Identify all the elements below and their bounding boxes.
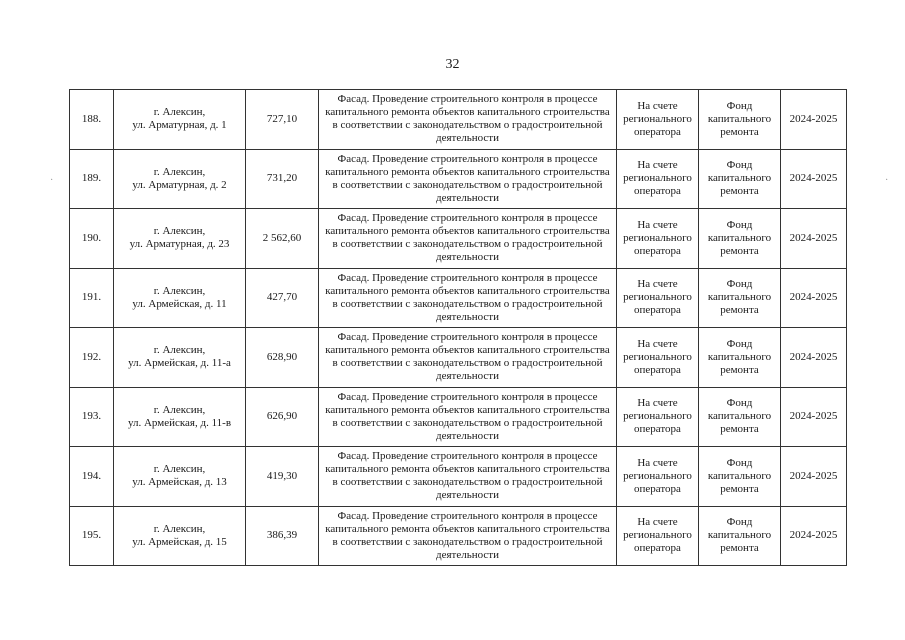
fund-fund-text: Фонд капитального ремонта bbox=[707, 99, 772, 138]
period-period-text: 2024-2025 bbox=[789, 529, 838, 542]
row-number-num-text: 188. bbox=[81, 112, 102, 125]
work-description-cell bbox=[319, 90, 617, 150]
fund-cell bbox=[699, 387, 781, 447]
address-city-text: г. Алексин, bbox=[153, 403, 206, 416]
address-city-text: г. Алексин, bbox=[153, 165, 206, 178]
row-number-cell bbox=[70, 328, 114, 388]
work-description-cell bbox=[319, 328, 617, 388]
fund-fund-text: Фонд капитального ремонта bbox=[707, 159, 772, 198]
work-description-cell bbox=[319, 387, 617, 447]
area-cell bbox=[246, 268, 319, 328]
work-description-cell bbox=[319, 149, 617, 209]
fund-cell bbox=[699, 149, 781, 209]
work-description-cell bbox=[319, 447, 617, 507]
table-row bbox=[70, 387, 847, 447]
area-cell bbox=[246, 328, 319, 388]
row-number-num-text: 190. bbox=[81, 231, 102, 244]
account-cell bbox=[617, 268, 699, 328]
area-cell bbox=[246, 209, 319, 269]
address-cell bbox=[114, 328, 246, 388]
account-account-text: На счете регионального оператора bbox=[623, 278, 692, 317]
account-cell bbox=[617, 209, 699, 269]
fund-fund-text: Фонд капитального ремонта bbox=[707, 456, 772, 495]
area-area-text: 419,30 bbox=[266, 469, 298, 482]
period-cell bbox=[781, 387, 847, 447]
address-street-text: ул. Армейская, д. 15 bbox=[132, 535, 227, 548]
account-account-text: На счете регионального оператора bbox=[623, 218, 692, 257]
period-cell bbox=[781, 447, 847, 507]
period-period-text: 2024-2025 bbox=[789, 469, 838, 482]
address-cell bbox=[114, 506, 246, 566]
row-number-cell bbox=[70, 506, 114, 566]
address-street-text: ул. Армейская, д. 13 bbox=[132, 476, 227, 489]
area-cell bbox=[246, 149, 319, 209]
row-number-num-text: 191. bbox=[81, 291, 102, 304]
work-description-work-text: Фасад. Проведение строительного контроля в процессе капитального ремонта объектов капитального строительства в соответствии с законодательством о градостроительной деятельности bbox=[325, 271, 610, 323]
account-cell bbox=[617, 90, 699, 150]
period-period-text: 2024-2025 bbox=[789, 231, 838, 244]
account-cell bbox=[617, 328, 699, 388]
account-cell bbox=[617, 506, 699, 566]
period-cell bbox=[781, 506, 847, 566]
row-number-num-text: 194. bbox=[81, 469, 102, 482]
address-city-text: г. Алексин, bbox=[153, 106, 206, 119]
address-cell bbox=[114, 209, 246, 269]
work-description-work-text: Фасад. Проведение строительного контроля в процессе капитального ремонта объектов капитального строительства в соответствии с законодательством о градостроительной деятельности bbox=[325, 93, 610, 145]
area-area-text: 427,70 bbox=[266, 291, 298, 304]
address-street-text: ул. Армейская, д. 11-а bbox=[128, 357, 231, 370]
account-account-text: На счете регионального оператора bbox=[623, 456, 692, 495]
table-row bbox=[70, 149, 847, 209]
address-cell bbox=[114, 387, 246, 447]
account-account-text: На счете регионального оператора bbox=[623, 99, 692, 138]
fund-fund-text: Фонд капитального ремонта bbox=[707, 397, 772, 436]
address-cell bbox=[114, 447, 246, 507]
work-description-work-text: Фасад. Проведение строительного контроля в процессе капитального ремонта объектов капитального строительства в соответствии с законодательством о градостроительной деятельности bbox=[325, 509, 610, 561]
table-row bbox=[70, 447, 847, 507]
address-city-text: г. Алексин, bbox=[153, 463, 206, 476]
address-cell bbox=[114, 90, 246, 150]
fund-fund-text: Фонд капитального ремонта bbox=[707, 337, 772, 376]
period-cell bbox=[781, 90, 847, 150]
work-description-cell bbox=[319, 506, 617, 566]
period-cell bbox=[781, 149, 847, 209]
period-period-text: 2024-2025 bbox=[789, 172, 838, 185]
row-number-num-text: 192. bbox=[81, 350, 102, 363]
fund-fund-text: Фонд капитального ремонта bbox=[707, 218, 772, 257]
account-cell bbox=[617, 149, 699, 209]
area-area-text: 386,39 bbox=[266, 529, 298, 542]
area-area-text: 628,90 bbox=[266, 350, 298, 363]
address-street-text: ул. Арматурная, д. 1 bbox=[132, 119, 227, 132]
work-description-work-text: Фасад. Проведение строительного контроля в процессе капитального ремонта объектов капитального строительства в соответствии с законодательством о градостроительной деятельности bbox=[325, 331, 610, 383]
area-cell bbox=[246, 447, 319, 507]
work-description-work-text: Фасад. Проведение строительного контроля в процессе капитального ремонта объектов капитального строительства в соответствии с законодательством о градостроительной деятельности bbox=[325, 152, 610, 204]
table-row bbox=[70, 268, 847, 328]
row-number-cell bbox=[70, 268, 114, 328]
row-number-cell bbox=[70, 387, 114, 447]
row-number-num-text: 189. bbox=[81, 172, 102, 185]
work-description-cell bbox=[319, 268, 617, 328]
area-area-text: 626,90 bbox=[266, 410, 298, 423]
period-period-text: 2024-2025 bbox=[789, 291, 838, 304]
address-city-text: г. Алексин, bbox=[153, 344, 206, 357]
row-number-num-text: 193. bbox=[81, 410, 102, 423]
row-number-num-text: 195. bbox=[81, 529, 102, 542]
work-description-work-text: Фасад. Проведение строительного контроля в процессе капитального ремонта объектов капитального строительства в соответствии с законодательством о градостроительной деятельности bbox=[325, 212, 610, 264]
fund-cell bbox=[699, 447, 781, 507]
fund-cell bbox=[699, 209, 781, 269]
row-number-cell bbox=[70, 209, 114, 269]
fund-cell bbox=[699, 268, 781, 328]
address-city-text: г. Алексин, bbox=[153, 284, 206, 297]
area-area-text: 2 562,60 bbox=[262, 231, 302, 244]
period-period-text: 2024-2025 bbox=[789, 112, 838, 125]
fund-cell bbox=[699, 506, 781, 566]
area-cell bbox=[246, 387, 319, 447]
period-period-text: 2024-2025 bbox=[789, 350, 838, 363]
table-row bbox=[70, 90, 847, 150]
row-number-cell bbox=[70, 90, 114, 150]
address-street-text: ул. Арматурная, д. 23 bbox=[129, 238, 230, 251]
row-number-cell bbox=[70, 447, 114, 507]
address-cell bbox=[114, 149, 246, 209]
account-account-text: На счете регионального оператора bbox=[623, 516, 692, 555]
row-number-cell bbox=[70, 149, 114, 209]
period-period-text: 2024-2025 bbox=[789, 410, 838, 423]
area-cell bbox=[246, 90, 319, 150]
account-account-text: На счете регионального оператора bbox=[623, 337, 692, 376]
table-body bbox=[70, 90, 847, 566]
work-description-work-text: Фасад. Проведение строительного контроля в процессе капитального ремонта объектов капитального строительства в соответствии с законодательством о градостроительной деятельности bbox=[325, 390, 610, 442]
account-account-text: На счете регионального оператора bbox=[623, 397, 692, 436]
table-row bbox=[70, 209, 847, 269]
address-street-text: ул. Армейская, д. 11 bbox=[132, 297, 227, 310]
table-row bbox=[70, 328, 847, 388]
area-cell bbox=[246, 506, 319, 566]
scan-mark-right: · bbox=[885, 175, 889, 186]
account-cell bbox=[617, 387, 699, 447]
table-row bbox=[70, 506, 847, 566]
fund-fund-text: Фонд капитального ремонта bbox=[707, 278, 772, 317]
area-area-text: 727,10 bbox=[266, 112, 298, 125]
fund-cell bbox=[699, 328, 781, 388]
period-cell bbox=[781, 209, 847, 269]
scan-mark-left: · bbox=[50, 175, 54, 186]
address-city-text: г. Алексин, bbox=[153, 522, 206, 535]
period-cell bbox=[781, 268, 847, 328]
period-cell bbox=[781, 328, 847, 388]
fund-cell bbox=[699, 90, 781, 150]
address-cell bbox=[114, 268, 246, 328]
work-description-work-text: Фасад. Проведение строительного контроля в процессе капитального ремонта объектов капитального строительства в соответствии с законодательством о градостроительной деятельности bbox=[325, 450, 610, 502]
address-street-text: ул. Арматурная, д. 2 bbox=[132, 178, 227, 191]
address-street-text: ул. Армейская, д. 11-в bbox=[127, 416, 232, 429]
account-account-text: На счете регионального оператора bbox=[623, 159, 692, 198]
work-description-cell bbox=[319, 209, 617, 269]
registry-table bbox=[69, 89, 847, 566]
page-number: 32 bbox=[445, 57, 460, 72]
address-city-text: г. Алексин, bbox=[153, 225, 206, 238]
fund-fund-text: Фонд капитального ремонта bbox=[707, 516, 772, 555]
area-area-text: 731,20 bbox=[266, 172, 298, 185]
account-cell bbox=[617, 447, 699, 507]
